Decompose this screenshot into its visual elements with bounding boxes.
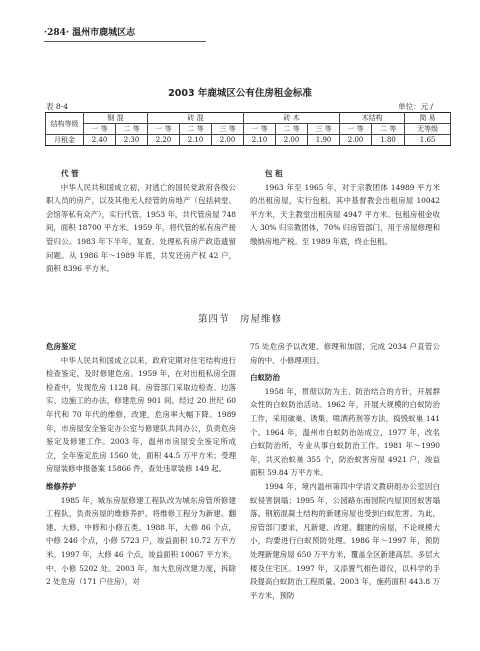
table-header-cell: 三 等 (308, 124, 340, 135)
table-header-cell: 结构等级 (46, 113, 84, 135)
table-header-cell: 二 等 (276, 124, 308, 135)
table-row (46, 124, 451, 135)
table-header-cell: 简 易 (405, 113, 451, 124)
table-header-cell: 一 等 (84, 124, 116, 135)
table-header-cell: 二 等 (180, 124, 212, 135)
left-top-column (46, 167, 236, 276)
table-header-cell: 一 等 (340, 124, 372, 135)
table-cell: 2.30 (116, 135, 148, 146)
table-header-cell: 三 等 (212, 124, 244, 135)
table-row (46, 113, 451, 124)
table-cell: 1.90 (308, 135, 340, 146)
section-title: 维修养护 (46, 481, 76, 491)
table-cell: 1.65 (405, 135, 451, 146)
table-header-cell: 砖 混 (148, 113, 244, 124)
chapter-title: 第四节 房屋维修 (197, 314, 282, 325)
left-bottom-column (46, 340, 236, 589)
table-cell: 2.10 (180, 135, 212, 146)
running-header: ·284· 温州市鹿城区志 (44, 28, 136, 38)
table-header-cell: 一 等 (244, 124, 276, 135)
right-top-column (250, 167, 440, 249)
table-header-cell: 二 等 (116, 124, 148, 135)
table-cell: 2.20 (148, 135, 180, 146)
paragraph: 75 处危房予以改建、修理和加固，完成 2034 户直管公房的中、小修理项目。 (250, 342, 440, 365)
table-cell: 2.40 (84, 135, 116, 146)
paragraph: 1958 年，贯彻以防为主、防治结合的方针，开展群众性的白蚁防治活动。1962 年，开展大规模的白蚁防治工作，采用破巢、诱集、喷洒药剂等方法，捣毁蚁巢 141 个。1964 年，温州市白蚁防治站成立，1977 年，改名白蚁防治所，专业从事白蚁防治工作。1981 年～1990 年，共灭治蚁巢 355 个，防治蚁害房屋 4921 户，竣益面积 59.84 万平方米。 (250, 386, 440, 478)
table-unit: 单位：元 / (398, 102, 433, 111)
paragraph: 1963 年至 1965 年，对于宗教团体 14989 平方米的出租房屋，实行包租，其中基督教会出租房屋 10042 平方米，天主教堂出租房屋 4947 平方米。包租房租金收入 30% 归宗教团体，70% 归房管部门，用于房屋修理和缴纳房地产税。至 1989 年底，终止包租。 (250, 182, 440, 246)
rent-table (45, 112, 451, 146)
table-header-cell: 无等级 (405, 124, 451, 135)
section-title: 白蚁防治 (250, 373, 280, 383)
paragraph: 中华人民共和国成立以来，政府定期对住宅结构进行检查鉴定，及时修建危房。1959 年，在对出租私房全面检查中，发现危房 1128 间。房管部门采取边检查、边落实、边施工的办法，修建危房 901 间。经过 20 世纪 60 年代和 70 年代的维修，改建，危房率大幅下降。1989 年，市房屋安全鉴定办公室与修建队共同办公，负责危房鉴定及修建工作。2003 年，温州市房屋安全鉴定所成立，全年鉴定危房 1560 处，面积 44.5 万平方米；受理房屋装修申报备案 15866 件，查处违章装修 149 起。 (46, 355, 236, 474)
table-title: 2003 年鹿城区公有住房租金标准 (168, 88, 312, 99)
section-title: 包 租 (265, 169, 283, 178)
section-title: 代 管 (61, 169, 79, 178)
paragraph: 1994 年，境内温州第四中学语文教研组办公室因白蚁侵害倒塌；1995 年，公园路东南园院内屋顶因蚁害塌落。钢筋混凝土结构的新建房屋也受到白蚁危害。为此，房管部门要求，凡新建、改建、翻建的房屋，不论规模大小，均要进行白蚁预防处理。1986 年～1997 年，预防处理新建房屋 650 万平方米，覆盖全区新建高层、多层大楼及住宅区。1997 年，又添置气相色谱仪，以科学的手段提高白蚁防治工程质量。2003 年，施药面积 443.8 万平方米，预防 (250, 481, 440, 600)
table-cell: 1.80 (372, 135, 405, 146)
table-cell: 2.00 (276, 135, 308, 146)
right-bottom-column (250, 340, 440, 602)
table-cell: 2.10 (244, 135, 276, 146)
header-rule (44, 41, 206, 42)
table-cell: 月租金 (46, 135, 84, 146)
table-row (46, 135, 451, 146)
table-header-cell: 木结构 (340, 113, 405, 124)
table-header-cell: 二 等 (372, 124, 405, 135)
table-header-cell: 钢 混 (84, 113, 148, 124)
table-cell: 2.00 (212, 135, 244, 146)
table-header-cell: 砖 木 (244, 113, 340, 124)
table-header-cell: 一 等 (148, 124, 180, 135)
table-cell: 2.00 (340, 135, 372, 146)
paragraph: 1985 年，城东房屋修建工程队改为城东房管所修建工程队，负责房屋的维修养护。将维修工程分为新建、翻建、大修、中修和小修五类。1988 年，大修 86 个点，中修 246 个点，小修 5723 户，竣益面积 10.72 万平方米。1997 年，大修 46 个点，竣益面积 10067 平方米，中、小修 5202 处。2003 年，加大危房改建力度，拆除 2 处危房（171 户住房），对 (46, 495, 236, 587)
paragraph: 中华人民共和国成立初，对逃亡的国民党政府各级公职人员的房产，以及其他无人经管的房地产（包括祠堂、会馆等私有众产），实行代管。1953 年，共代管房屋 748 间，面积 18700 平方米。1959 年，将代管的私有房产接管归公。1983 年下半年，复查、处理私有房产政造遗留问题。从 1986 年～1989 年底，共发还房产权 42 户，面积 8396 平方米。 (46, 182, 236, 274)
table-number: 表 8-4 (46, 102, 68, 111)
section-title: 危房鉴定 (46, 342, 76, 351)
